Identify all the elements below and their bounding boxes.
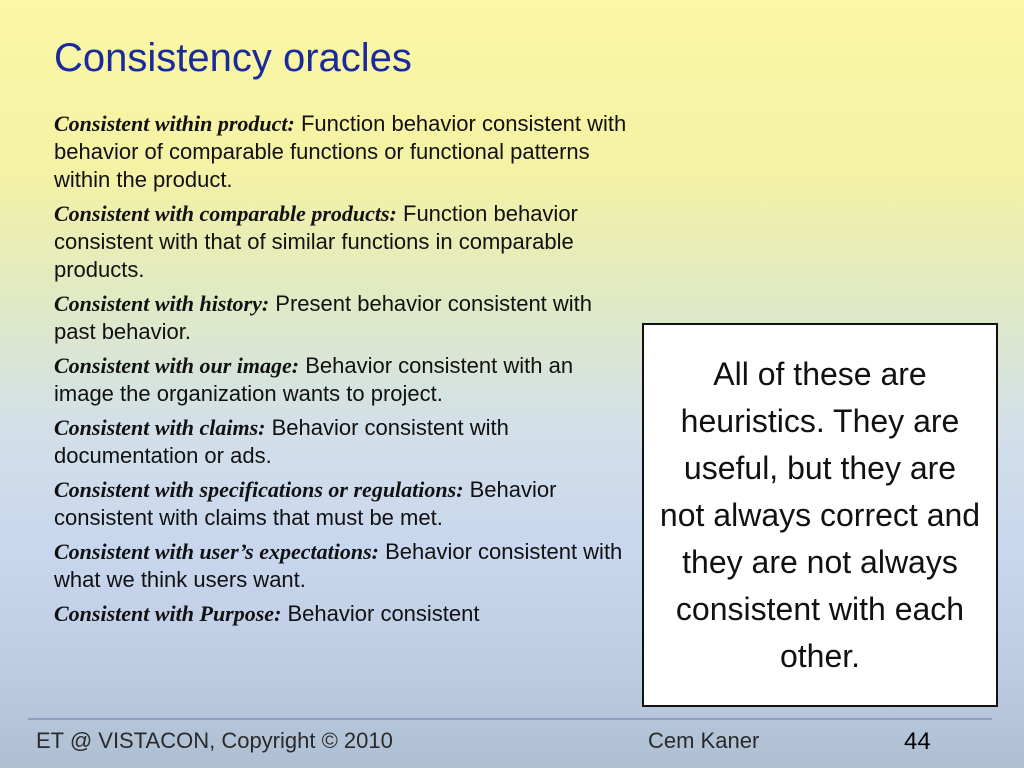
list-item xyxy=(54,290,634,346)
footer-divider xyxy=(28,718,992,720)
item-lead: Consistent with history: xyxy=(54,291,270,316)
item-text: Present behavior consistent with past behavior. xyxy=(54,291,593,344)
item-text: Function behavior consistent with that of similar functions in comparable products. xyxy=(54,201,578,282)
item-text: Behavior consistent with documentation or ads. xyxy=(54,415,509,468)
list-item xyxy=(54,538,634,594)
item-lead: Consistent with comparable products: xyxy=(54,201,397,226)
item-lead: Consistent with user’s expectations: xyxy=(54,539,379,564)
footer-author: Cem Kaner xyxy=(648,728,760,753)
oracle-list xyxy=(54,110,634,634)
slide-number: 44 xyxy=(904,728,931,755)
slide-title: Consistency oracles xyxy=(54,36,412,80)
list-item xyxy=(54,110,634,194)
list-item xyxy=(54,476,634,532)
item-text: Behavior consistent with claims that must be met. xyxy=(54,477,557,530)
list-item xyxy=(54,414,634,470)
callout-text: All of these are heuristics. They are useful, but they are not always correct and they are not always consistent with each other. xyxy=(659,355,981,674)
list-item xyxy=(54,352,634,408)
item-lead: Consistent with our image: xyxy=(54,353,300,378)
callout-box xyxy=(642,323,998,707)
footer-copyright: ET @ VISTACON, Copyright © 2010 xyxy=(36,728,393,753)
item-lead: Consistent within product: xyxy=(54,111,295,136)
item-text: Function behavior consistent with behavior of comparable functions or functional patterns within the product. xyxy=(54,111,627,192)
list-item xyxy=(54,200,634,284)
item-lead: Consistent with specifications or regulations: xyxy=(54,477,464,502)
item-text: Behavior consistent with what we think users want. xyxy=(54,539,623,592)
item-lead: Consistent with claims: xyxy=(54,415,266,440)
item-text: Behavior consistent with an image the organization wants to project. xyxy=(54,353,574,406)
item-lead: Consistent with Purpose: xyxy=(54,601,282,626)
item-text: Behavior consistent xyxy=(281,601,480,626)
list-item xyxy=(54,600,634,628)
